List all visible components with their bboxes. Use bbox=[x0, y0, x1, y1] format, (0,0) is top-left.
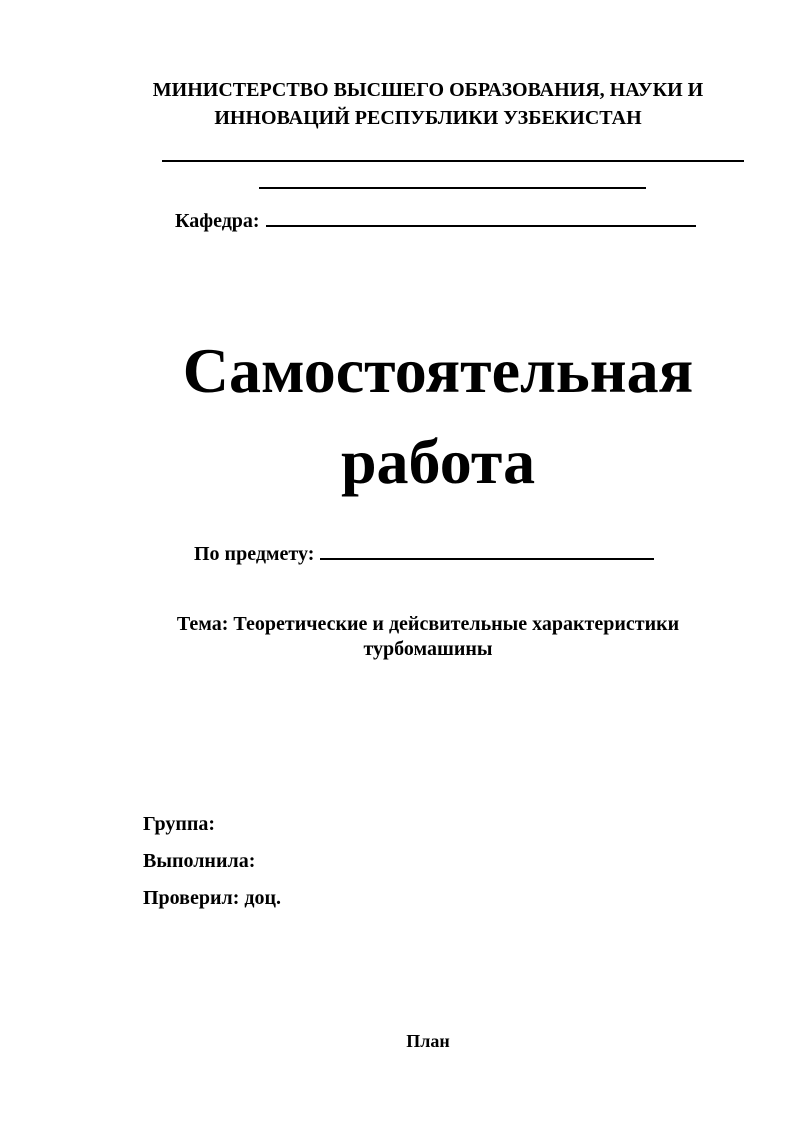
group-field: Группа: bbox=[143, 813, 216, 835]
ministry-line-1: МИНИСТЕРСТВО ВЫСШЕГО ОБРАЗОВАНИЯ, НАУКИ И bbox=[152, 79, 704, 101]
university-blank-line-1 bbox=[162, 160, 744, 162]
department-row bbox=[175, 205, 696, 234]
subject-blank-line bbox=[320, 538, 654, 560]
performed-by-field: Выполнила: bbox=[143, 850, 256, 872]
page-title-line-2: работа bbox=[340, 426, 536, 497]
university-blank-line-2 bbox=[259, 187, 646, 189]
topic-line-2: турбомашины bbox=[363, 638, 493, 660]
ministry-header bbox=[100, 76, 756, 132]
subject-label: По предмету: bbox=[194, 543, 315, 565]
page-title-line-1: Самостоятельная bbox=[182, 335, 694, 406]
plan-heading: План bbox=[406, 1031, 450, 1051]
page-title bbox=[100, 325, 776, 507]
checked-by-field: Проверил: доц. bbox=[143, 887, 282, 909]
topic bbox=[120, 612, 736, 662]
subject-row bbox=[194, 538, 654, 567]
department-label: Кафедра: bbox=[175, 210, 260, 232]
topic-line-1: Тема: Теоретические и дейсвительные характеристики bbox=[176, 613, 680, 635]
ministry-line-2: ИННОВАЦИЙ РЕСПУБЛИКИ УЗБЕКИСТАН bbox=[214, 107, 642, 129]
department-blank-line bbox=[266, 205, 696, 227]
